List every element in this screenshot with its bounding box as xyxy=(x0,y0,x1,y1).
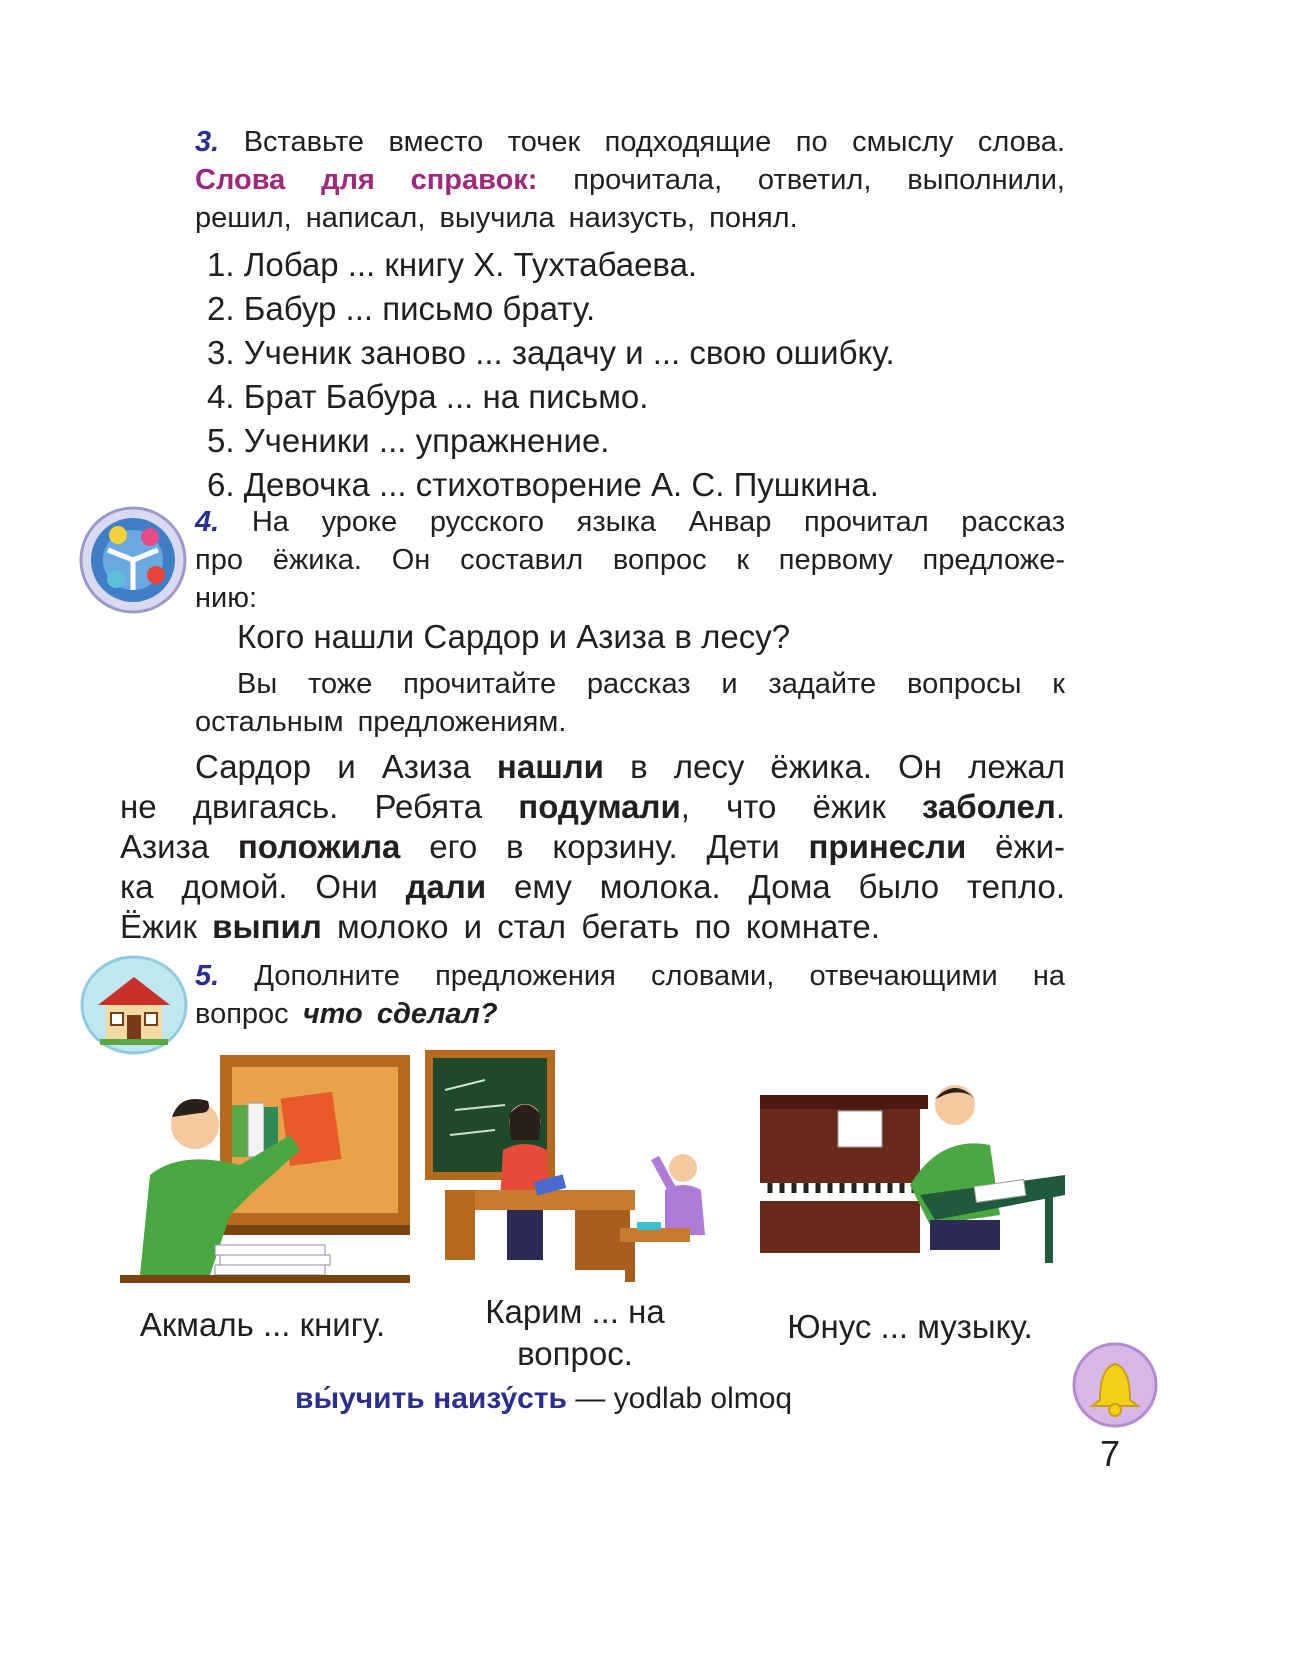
task5-line2: вопрос что сделал? xyxy=(195,998,498,1030)
bell-icon xyxy=(1072,1342,1158,1428)
list-item: 2. Бабур ... письмо брату. xyxy=(207,290,596,327)
list-item: 1. Лобар ... книгу Х. Тухтабаева. xyxy=(207,246,698,283)
caption-karim-line2: вопрос. xyxy=(517,1335,633,1372)
task4-instruction-line2: остальным предложениям. xyxy=(195,706,567,738)
illustration-teacher-student xyxy=(425,1050,725,1285)
task4-line2: про ёжика. Он составил вопрос к первому предложе- xyxy=(195,544,1065,576)
story-line-2: не двигаясь. Ребята подумали, что ёжик заболел. xyxy=(120,788,1066,825)
task3-instruction: 3. Вставьте вместо точек подходящие по смыслу слова. xyxy=(195,126,1065,158)
puzzle-people-icon xyxy=(78,505,188,615)
task5-line1: 5. Дополните предложения словами, отвечающими на xyxy=(195,960,1065,992)
page-number: 7 xyxy=(1100,1433,1121,1474)
task4-line3: нию: xyxy=(195,582,258,614)
task4-line1: 4. На уроке русского языка Анвар прочитал рассказ xyxy=(195,506,1065,538)
list-item: 6. Девочка ... стихотворение А. С. Пушкина. xyxy=(207,466,879,503)
task5-number: 5. xyxy=(195,960,220,992)
task4-number: 4. xyxy=(195,506,220,538)
vocab-uz: yodlab olmoq xyxy=(613,1382,793,1415)
house-icon xyxy=(80,955,188,1055)
ref-label: Слова для справок: xyxy=(195,164,538,196)
vocabulary-note: вы́учить наизу́сть — yodlab olmoq xyxy=(295,1382,793,1415)
story-line-5: Ёжик выпил молоко и стал бегать по комнате. xyxy=(120,908,880,945)
story-line-1: Сардор и Азиза нашли в лесу ёжика. Он лежал xyxy=(195,748,1065,785)
list-item: 4. Брат Бабура ... на письмо. xyxy=(207,378,649,415)
list-item: 3. Ученик заново ... задачу и ... свою ошибку. xyxy=(207,334,895,371)
list-item: 5. Ученики ... упражнение. xyxy=(207,422,610,459)
story-line-4: ка домой. Они дали ему молока. Дома было тепло. xyxy=(120,868,1065,905)
task4-instruction-line1: Вы тоже прочитайте рассказ и задайте вопросы к xyxy=(237,668,1065,700)
task3-ref-line1: Слова для справок: прочитала, ответил, выполнили, xyxy=(195,164,1065,196)
vocab-ru: вы́учить наизу́сть xyxy=(295,1382,567,1415)
illustration-piano xyxy=(760,1075,1065,1275)
task4-question: Кого нашли Сардор и Азиза в лесу? xyxy=(237,618,791,655)
caption-karim-line1: Карим ... на xyxy=(485,1293,665,1330)
story-line-3: Азиза положила его в корзину. Дети принесли ёжи- xyxy=(120,828,1065,865)
task3-ref-line2: решил, написал, выучила наизусть, понял. xyxy=(195,202,798,234)
illustration-boy-books xyxy=(120,1055,410,1285)
task3-list xyxy=(207,243,895,507)
task3-number: 3. xyxy=(195,126,220,158)
caption-akmal: Акмаль ... книгу. xyxy=(139,1306,386,1343)
caption-yunus: Юнус ... музыку. xyxy=(787,1308,1033,1345)
